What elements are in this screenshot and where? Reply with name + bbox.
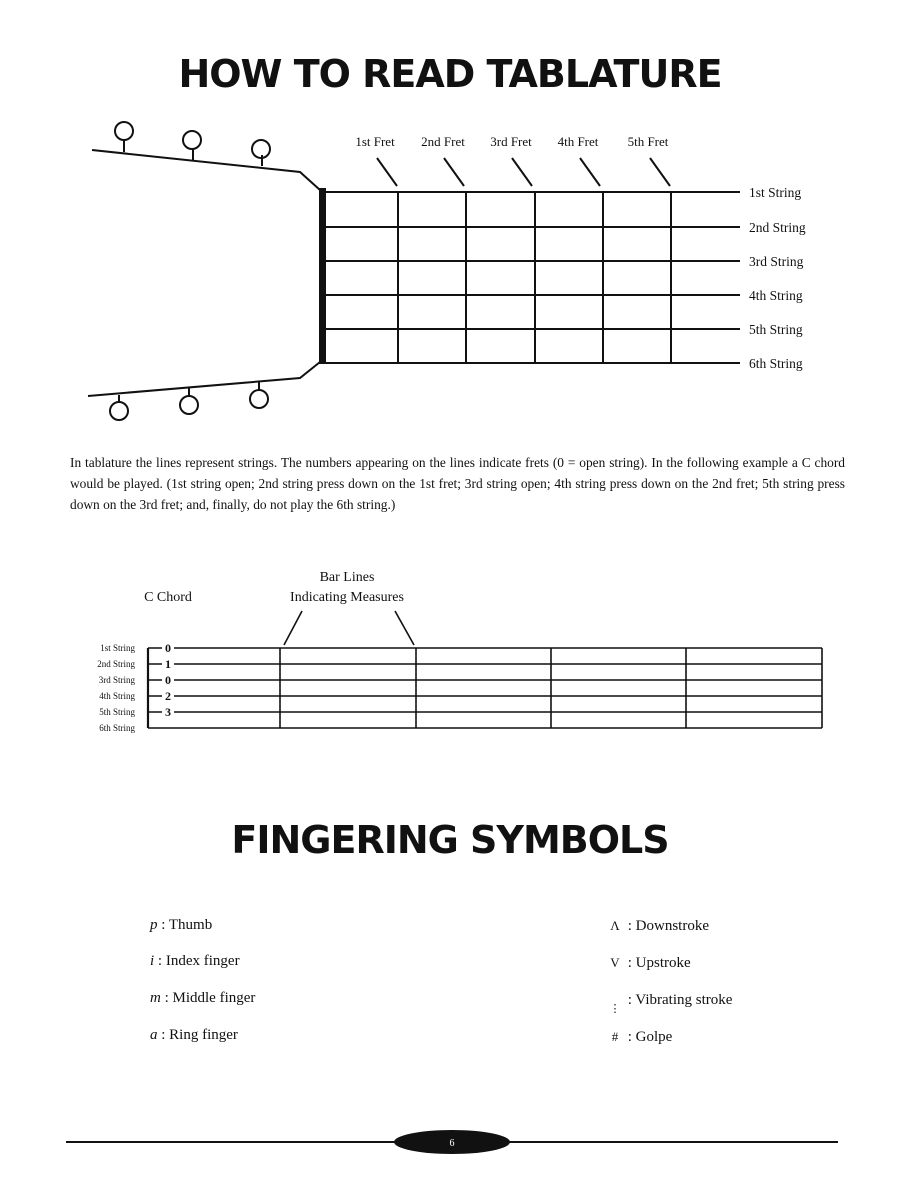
page-number: 6 xyxy=(449,1138,455,1149)
string-label: 1st String xyxy=(749,185,802,200)
string-label: 5th String xyxy=(749,322,803,337)
fingering-symbol: i xyxy=(150,953,155,969)
tab-string-label: 4th String xyxy=(99,691,135,701)
downstroke-icon: Λ xyxy=(610,918,620,933)
tab-string-label: 2nd String xyxy=(97,659,135,669)
vibrating-stroke-icon: ⋮ xyxy=(609,1003,621,1015)
chord-label: C Chord xyxy=(144,590,192,605)
tab-fret-number: 0 xyxy=(165,673,171,687)
tab-fret-number: 2 xyxy=(165,689,171,703)
fingering-label: : Middle finger xyxy=(164,990,256,1006)
stroke-label: : Vibrating stroke xyxy=(627,992,733,1008)
stroke-label: : Downstroke xyxy=(627,918,709,934)
tablature-title: HOW TO READ TABLATURE xyxy=(178,52,722,96)
fret-label: 1st Fret xyxy=(355,134,395,149)
string-label: 2nd String xyxy=(749,220,806,235)
tab-string-label: 6th String xyxy=(99,723,135,733)
stroke-label: : Upstroke xyxy=(627,955,691,971)
tab-string-label: 5th String xyxy=(99,707,135,717)
bar-lines-label: Bar Lines xyxy=(319,570,375,585)
string-label: 6th String xyxy=(749,356,803,371)
fingering-title: FINGERING SYMBOLS xyxy=(231,818,669,862)
fingering-symbol: a xyxy=(150,1027,158,1043)
fret-label: 4th Fret xyxy=(557,134,599,149)
fret-label: 3rd Fret xyxy=(490,134,532,149)
golpe-icon: # xyxy=(611,1029,619,1044)
string-label: 3rd String xyxy=(749,254,804,269)
tab-fret-number: 0 xyxy=(165,641,171,655)
tab-string-label: 1st String xyxy=(100,643,135,653)
tab-fret-number: 1 xyxy=(165,657,171,671)
fingering-symbol: m xyxy=(150,990,161,1006)
fingering-label: : Ring finger xyxy=(161,1027,238,1043)
fingering-label: : Thumb xyxy=(161,917,213,933)
explanation-paragraph: In tablature the lines represent strings. The numbers appearing on the lines indicate frets (0 = open string). In the following example a C chord would be played. (1st string open; 2nd string press down on the 1st fret; 3rd string open; 4th string press down on the 2nd fret; 5th string press down on the 3rd fret; and, finally, do not play the 6th string.) xyxy=(70,455,845,512)
upstroke-icon: V xyxy=(610,955,620,970)
fingering-label: : Index finger xyxy=(157,953,240,969)
tab-fret-number: 3 xyxy=(165,705,171,719)
tab-string-label: 3rd String xyxy=(98,675,135,685)
bar-lines-label: Indicating Measures xyxy=(290,590,404,605)
fret-label: 2nd Fret xyxy=(421,134,465,149)
fingering-symbol: p xyxy=(150,917,158,933)
fret-label: 5th Fret xyxy=(627,134,669,149)
stroke-label: : Golpe xyxy=(627,1029,673,1045)
string-label: 4th String xyxy=(749,288,803,303)
